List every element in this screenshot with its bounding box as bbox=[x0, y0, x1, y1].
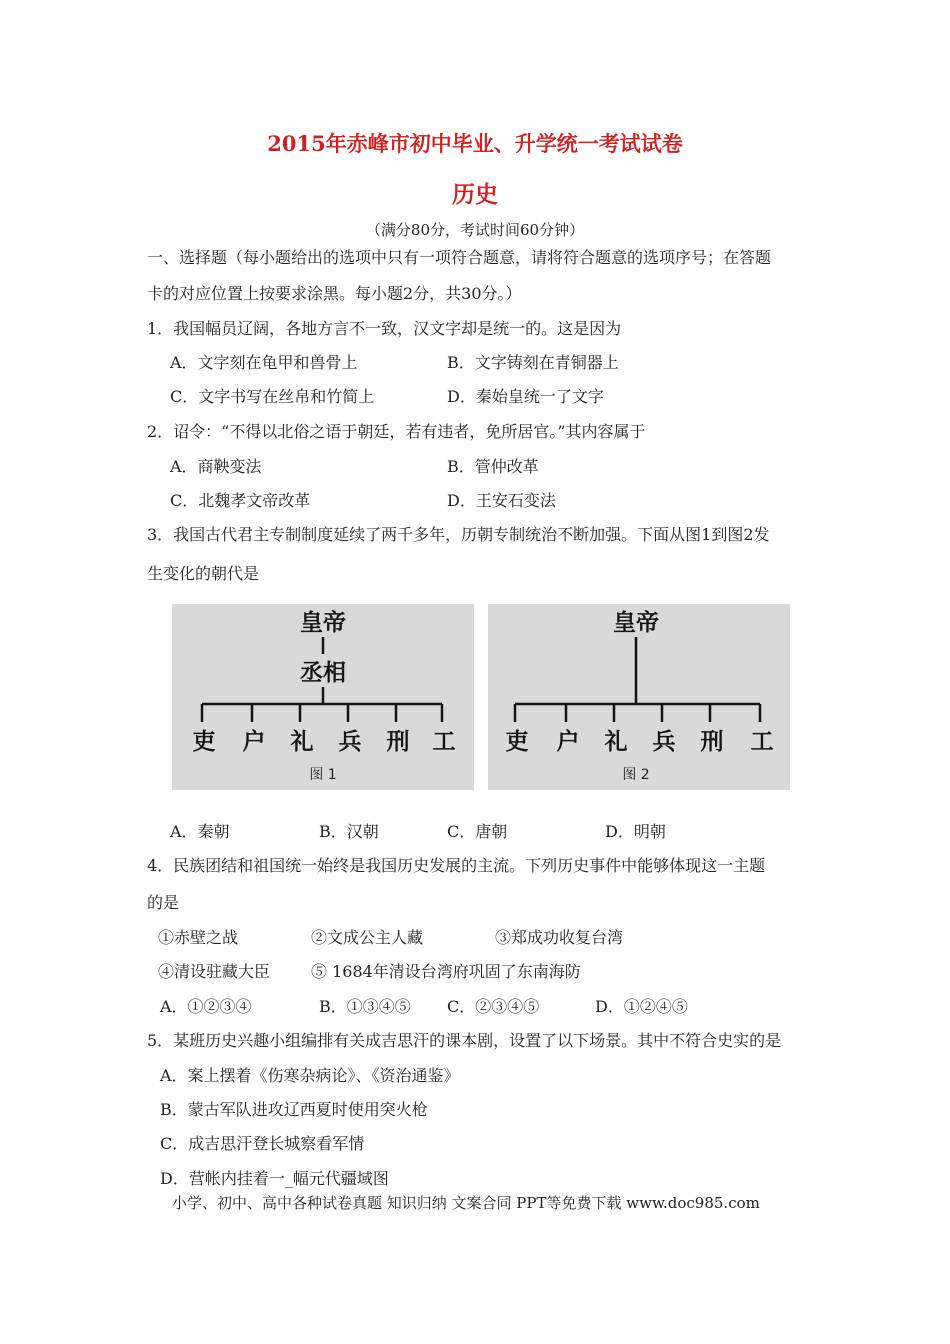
q4-option-b: B．①③④⑤ bbox=[319, 997, 411, 1016]
q4-item-5: ⑤ 1684年清设台湾府巩固了东南海防 bbox=[311, 962, 581, 981]
figure-2-photo bbox=[488, 604, 790, 790]
q4-option-a: A．①②③④ bbox=[160, 997, 252, 1016]
q1-stem: 1．我国幅员辽阔，各地方言不一致，汉文字却是统一的。这是因为 bbox=[147, 319, 622, 338]
q5-option-b: B．蒙古军队进攻辽西夏时使用突火枪 bbox=[160, 1100, 428, 1119]
page-footer: 小学、初中、高中各种试卷真题 知识归纳 文案合同 PPT等免费下载 www.doc985.com bbox=[172, 1194, 760, 1212]
q4-item-4: ④清设驻藏大臣 bbox=[158, 962, 271, 981]
fig2-dept-bing: 兵 bbox=[652, 728, 676, 755]
q1-option-b: B．文字铸刻在青铜器上 bbox=[447, 353, 619, 372]
figure-1-diagram bbox=[172, 604, 474, 790]
q5-option-c: C．成吉思汗登长城察看军情 bbox=[160, 1134, 365, 1153]
q4-item-2: ②文成公主人藏 bbox=[311, 928, 424, 947]
q3-option-d: D．明朝 bbox=[605, 822, 666, 841]
q2-option-a: A．商鞅变法 bbox=[170, 457, 262, 476]
fig1-dept-gong: 工 bbox=[432, 728, 456, 755]
q2-option-b: B．管仲改革 bbox=[447, 457, 539, 476]
q1-option-a: A．文字刻在龟甲和兽骨上 bbox=[170, 353, 358, 372]
exam-note: （满分80分，考试时间60分钟） bbox=[365, 221, 585, 239]
q3-option-c: C．唐朝 bbox=[447, 822, 508, 841]
q1-option-c: C．文字书写在丝帛和竹简上 bbox=[170, 387, 375, 406]
fig1-chancellor-label: 丞相 bbox=[300, 659, 346, 686]
fig2-dept-li: 吏 bbox=[505, 728, 529, 755]
fig2-emperor-label: 皇帝 bbox=[613, 609, 659, 636]
fig1-emperor-label: 皇帝 bbox=[300, 609, 346, 636]
q2-option-d: D．王安石变法 bbox=[447, 491, 556, 510]
fig1-dept-hu: 户 bbox=[242, 728, 266, 755]
fig2-dept-gong: 工 bbox=[750, 728, 774, 755]
fig2-dept-xing: 刑 bbox=[700, 728, 724, 755]
q4-stem-line2: 的是 bbox=[147, 893, 180, 912]
exam-title: 2015年赤峰市初中毕业、升学统一考试试卷 bbox=[267, 131, 683, 156]
q5-option-d: D．营帐内挂着一_幅元代疆域图 bbox=[160, 1169, 389, 1188]
q4-item-1: ①赤壁之战 bbox=[158, 928, 239, 947]
figure-2-diagram bbox=[488, 604, 790, 790]
q2-option-c: C．北魏孝文帝改革 bbox=[170, 491, 311, 510]
q5-stem: 5．某班历史兴趣小组编排有关成吉思汗的课本剧，设置了以下场景。其中不符合史实的是 bbox=[147, 1031, 782, 1050]
section-instruction-line1: 一、选择题（每小题给出的选项中只有一项符合题意，请将符合题意的选项序号；在答题 bbox=[147, 248, 772, 267]
figure-1-photo bbox=[172, 604, 474, 790]
q3-option-a: A．秦朝 bbox=[170, 822, 230, 841]
q4-option-c: C．②③④⑤ bbox=[447, 997, 540, 1016]
q3-stem-line1: 3．我国古代君主专制制度延续了两千多年，历朝专制统治不断加强。下面从图1到图2发 bbox=[147, 525, 770, 544]
fig1-dept-xing: 刑 bbox=[386, 728, 410, 755]
fig2-dept-hu: 户 bbox=[556, 728, 580, 755]
q4-item-3: ③郑成功收复台湾 bbox=[495, 928, 624, 947]
fig2-dept-li-rites: 礼 bbox=[604, 728, 628, 755]
fig1-dept-bing: 兵 bbox=[338, 728, 362, 755]
subject-title: 历史 bbox=[452, 181, 498, 208]
fig1-dept-li-rites: 礼 bbox=[290, 728, 314, 755]
q4-option-d: D．①②④⑤ bbox=[595, 997, 688, 1016]
q5-option-a: A．案上摆着《伤寒杂病论》、《资治通鉴》 bbox=[160, 1066, 460, 1085]
q3-option-b: B．汉朝 bbox=[319, 822, 379, 841]
fig1-caption: 图 1 bbox=[309, 767, 337, 783]
section-instruction-line2: 卡的对应位置上按要求涂黑。每小题2分，共30分。） bbox=[147, 284, 522, 303]
fig2-caption: 图 2 bbox=[622, 767, 650, 783]
fig1-dept-li: 吏 bbox=[192, 728, 216, 755]
q3-stem-line2: 生变化的朝代是 bbox=[147, 564, 260, 583]
q2-stem: 2．诏令：“不得以北俗之语于朝廷，若有违者，免所居官。”其内容属于 bbox=[147, 422, 646, 441]
q4-stem-line1: 4．民族团结和祖国统一始终是我国历史发展的主流。下列历史事件中能够体现这一主题 bbox=[147, 856, 766, 875]
q1-option-d: D．秦始皇统一了文字 bbox=[447, 387, 604, 406]
